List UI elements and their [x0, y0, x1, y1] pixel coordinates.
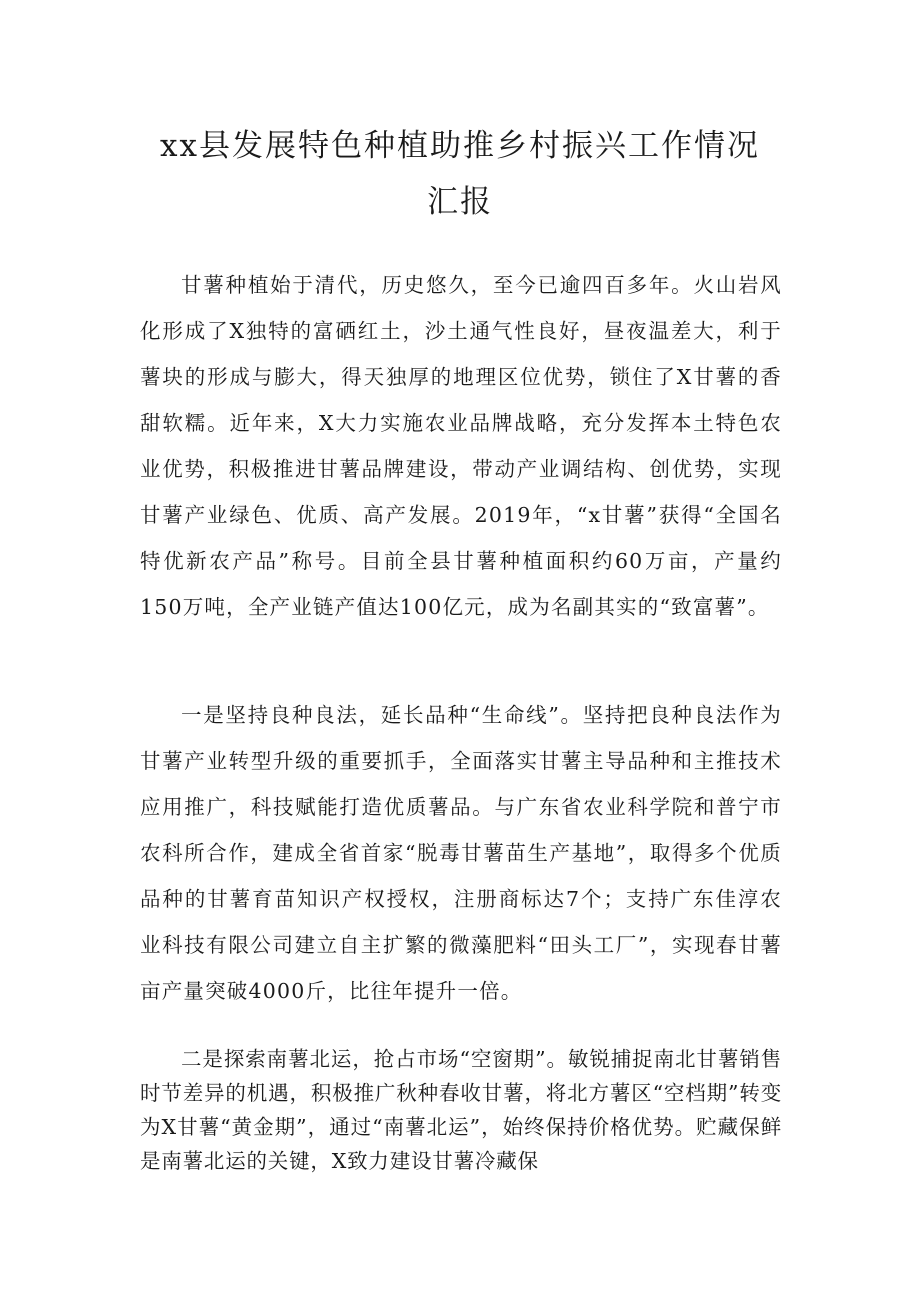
paragraph-point-2: 二是探索南薯北运，抢占市场“空窗期”。敏锐捕捉南北甘薯销售时节差异的机遇，积极推广秋种春收甘薯，将北方薯区“空档期”转变为X甘薯“黄金期”，通过“南薯北运”，始终保持价格优势。贮藏保鲜是南薯北运的关键，X致力建设甘薯冷藏保: [140, 1047, 782, 1173]
paragraph-intro: 甘薯种植始于清代，历史悠久，至今已逾四百多年。火山岩风化形成了X独特的富硒红土，沙土通气性良好，昼夜温差大，利于薯块的形成与膨大，得天独厚的地理区位优势，锁住了X甘薯的香甜软糯。近年来，X大力实施农业品牌战略，充分发挥本土特色农业优势，积极推进甘薯品牌建设，带动产业调结构、创优势，实现甘薯产业绿色、优质、高产发展。2019年，“x甘薯”获得“全国名特优新农产品”称号。目前全县甘薯种植面积约60万亩，产量约150万吨，全产业链产值达100亿元，成为名副其实的“致富薯”。: [140, 273, 782, 619]
paragraph-point-1: 一是坚持良种良法，延长品种“生命线”。坚持把良种良法作为甘薯产业转型升级的重要抓手，全面落实甘薯主导品种和主推技术应用推广，科技赋能打造优质薯品。与广东省农业科学院和普宁市农科所合作，建成全省首家“脱毒甘薯苗生产基地”，取得多个优质品种的甘薯育苗知识产权授权，注册商标达7个；支持广东佳淳农业科技有限公司建立自主扩繁的微藻肥料“田头工厂”，实现春甘薯亩产量突破4000斤，比往年提升一倍。: [140, 703, 782, 1003]
document-title-line-2: 汇报: [427, 184, 493, 220]
document-title-line-1: xx县发展特色种植助推乡村振兴工作情况: [160, 128, 760, 164]
